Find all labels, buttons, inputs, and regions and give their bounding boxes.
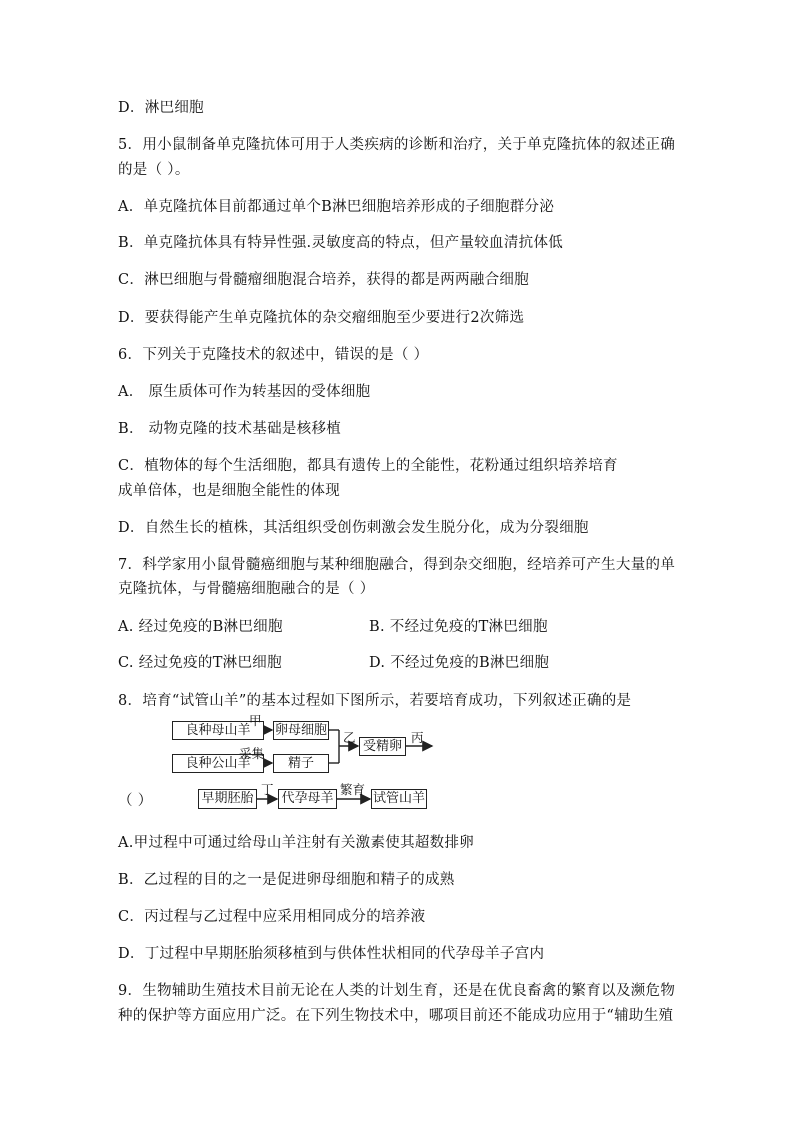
label-fanyu: 繁育 xyxy=(340,782,366,797)
q6-option-c-line2: 成单倍体，也是细胞全能性的体现 xyxy=(118,483,340,499)
q5-stem-line2: 的是（ ）。 xyxy=(118,162,190,178)
box-fertilized-egg: 受精卵 xyxy=(359,737,406,756)
label-yi: 乙 xyxy=(343,730,356,745)
q8-option-d: D．丁过程中早期胚胎须移植到与供体性状相同的代孕母羊子宫内 xyxy=(118,946,545,962)
q7-option-b: B. 不经过免疫的T淋巴细胞 xyxy=(369,619,548,635)
label-ding: 丁 xyxy=(261,782,274,797)
q6-option-c-line1: C．植物体的每个生活细胞，都具有遗传上的全能性，花粉通过组织培养培育 xyxy=(118,458,618,474)
q5-option-d: D．要获得能产生单克隆抗体的杂交瘤细胞至少要进行2次筛选 xyxy=(118,310,525,326)
q7-option-d: D. 不经过免疫的B淋巴细胞 xyxy=(369,655,550,671)
box-surrogate: 代孕母羊 xyxy=(278,789,337,809)
q7-option-c: C. 经过免疫的T淋巴细胞 xyxy=(118,655,282,671)
label-bing: 丙 xyxy=(411,730,424,745)
box-female-goat: 良种母山羊 xyxy=(172,721,264,740)
q8-stem: 8．培育“试管山羊”的基本过程如下图所示，若要培育成功，下列叙述正确的是 xyxy=(118,693,632,709)
q9-stem-line2: 种的保护等方面应用广泛。在下列生物技术中，哪项目前还不能成功应用于“辅助生殖 xyxy=(118,1008,674,1024)
q6-option-a: A． 原生质体可作为转基因的受体细胞 xyxy=(118,384,371,400)
q6-stem: 6．下列关于克隆技术的叙述中，错误的是（ ） xyxy=(118,347,429,363)
q5-option-a: A．单克隆抗体目前都通过单个B淋巴细胞培养形成的子细胞群分泌 xyxy=(118,199,555,215)
box-test-tube-goat: 试管山羊 xyxy=(371,789,427,809)
box-male-goat: 良种公山羊 xyxy=(172,754,264,773)
q8-stem-line2: （ ） xyxy=(118,793,153,809)
q9-stem-line1: 9．生物辅助生殖技术目前无论在人类的计划生育，还是在优良畜禽的繁育以及濒危物 xyxy=(118,983,676,999)
q8-option-c: C．丙过程与乙过程中应采用相同成分的培养液 xyxy=(118,909,426,925)
q5-stem-line1: 5．用小鼠制备单克隆抗体可用于人类疾病的诊断和治疗，关于单克隆抗体的叙述正确 xyxy=(118,137,676,153)
label-jia: 甲 xyxy=(249,713,262,728)
q8-option-b: B．乙过程的目的之一是促进卵母细胞和精子的成熟 xyxy=(118,872,455,888)
q5-option-b: B．单克隆抗体具有特异性强.灵敏度高的特点，但产量较血清抗体低 xyxy=(118,235,564,251)
q4-option-d: D．淋巴细胞 xyxy=(118,100,204,116)
q8-option-a: A.甲过程中可通过给母山羊注射有关激素使其超数排卵 xyxy=(118,835,475,851)
box-sperm: 精子 xyxy=(273,754,329,773)
q7-option-a: A. 经过免疫的B淋巴细胞 xyxy=(118,619,283,635)
label-caiji: 采集 xyxy=(239,746,265,761)
q7-stem-line1: 7．科学家用小鼠骨髓癌细胞与某种细胞融合，得到杂交细胞，经培养可产生大量的单 xyxy=(118,557,676,573)
q7-stem-line2: 克隆抗体，与骨髓癌细胞融合的是（ ） xyxy=(118,581,375,597)
box-early-embryo: 早期胚胎 xyxy=(198,789,257,809)
box-oocyte: 卵母细胞 xyxy=(274,723,327,738)
q6-option-b: B． 动物克隆的技术基础是核移植 xyxy=(118,421,342,437)
q6-option-d: D．自然生长的植株，其活组织受创伤刺激会发生脱分化，成为分裂细胞 xyxy=(118,520,589,536)
q5-option-c: C．淋巴细胞与骨髓瘤细胞混合培养，获得的都是两两融合细胞 xyxy=(118,272,529,288)
